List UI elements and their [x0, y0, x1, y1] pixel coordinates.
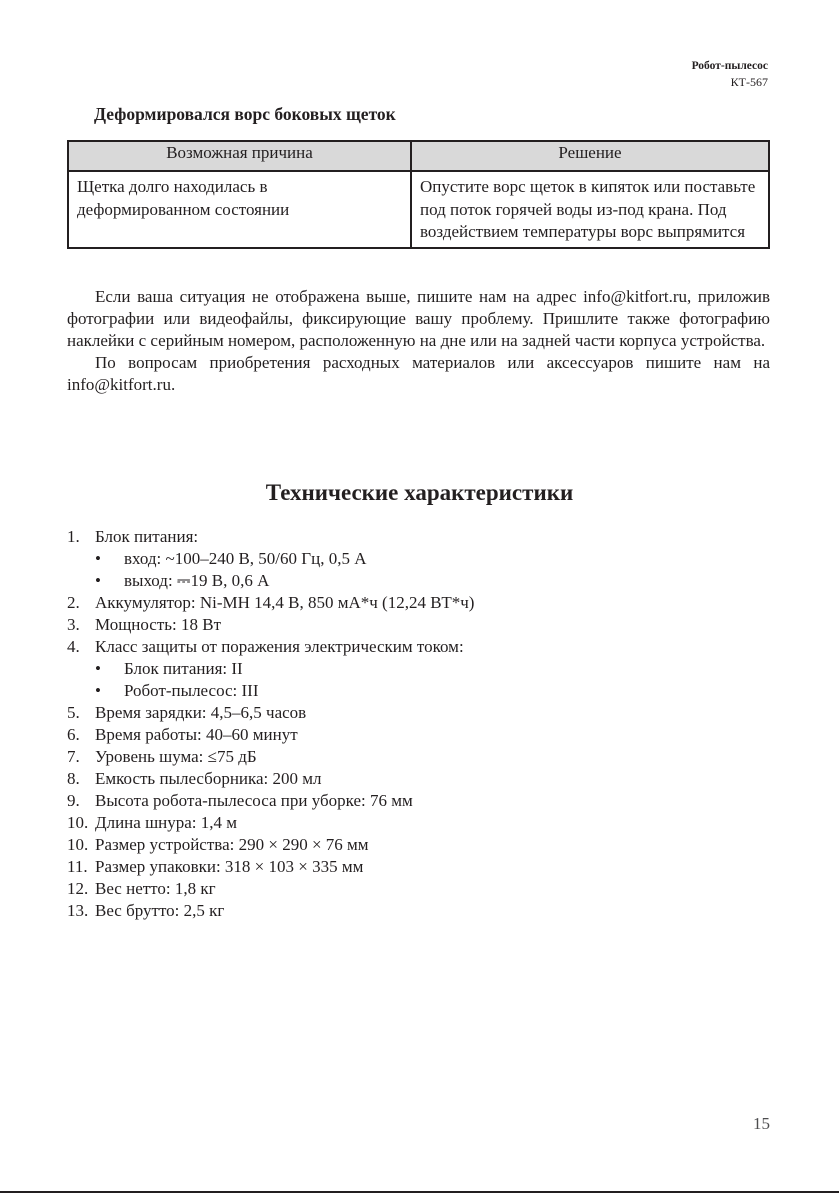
spec-text: Длина шнура: 1,4 м [95, 813, 238, 832]
spec-text: выход: ⎓19 В, 0,6 А [124, 571, 270, 590]
spec-text: Вес брутто: 2,5 кг [95, 901, 225, 920]
header-model-number: КТ-567 [730, 75, 768, 89]
spec-number: 10. [67, 835, 89, 854]
trouble-heading: Деформировался ворс боковых щеток [94, 104, 396, 124]
troubleshooting-table [67, 140, 770, 249]
spec-number: 4. [67, 637, 80, 656]
spec-item [67, 746, 474, 768]
spec-number: 11. [67, 857, 88, 876]
spec-item [67, 790, 474, 812]
spec-text: Время зарядки: 4,5–6,5 часов [95, 703, 307, 722]
spec-number: 6. [67, 725, 80, 744]
spec-text: Время работы: 40–60 минут [95, 725, 298, 744]
bullet-marker: • [95, 549, 101, 568]
spec-text: Блок питания: II [124, 659, 243, 678]
spec-text: Вес нетто: 1,8 кг [95, 879, 216, 898]
spec-number: 12. [67, 879, 89, 898]
spec-subitem [67, 680, 474, 702]
spec-text: Размер упаковки: 318 × 103 × 335 мм [95, 857, 364, 876]
spec-text: Емкость пылесборника: 200 мл [95, 769, 322, 788]
spec-number: 3. [67, 615, 80, 634]
bullet-marker: • [95, 571, 101, 590]
spec-item [67, 526, 474, 548]
specs-list [67, 526, 474, 922]
spec-text: Блок питания: [95, 527, 199, 546]
spec-text: Уровень шума: ≤75 дБ [95, 747, 257, 766]
spec-text: Высота робота-пылесоса при уборке: 76 мм [95, 791, 413, 810]
spec-item [67, 878, 474, 900]
spec-subitem [67, 658, 474, 680]
specs-title: Технические характеристики [265, 480, 574, 505]
table-header-solution: Решение [411, 141, 769, 171]
spec-number: 1. [67, 527, 80, 546]
spec-text: Аккумулятор: Ni-MH 14,4 В, 850 мА*ч (12,24 ВТ*ч) [95, 593, 475, 612]
table-cell-cause: Щетка долго находилась в деформированном состоянии [68, 171, 411, 248]
spec-item [67, 900, 474, 922]
spec-item [67, 834, 474, 856]
spec-number: 10. [67, 813, 89, 832]
spec-text: вход: ~100–240 В, 50/60 Гц, 0,5 А [124, 549, 367, 568]
table-header-row [68, 141, 769, 171]
spec-item [67, 856, 474, 878]
spec-text: Класс защиты от поражения электрическим током: [95, 637, 464, 656]
running-header [692, 59, 768, 90]
spec-item [67, 702, 474, 724]
bullet-marker: • [95, 681, 101, 700]
table-cell-solution: Опустите ворс щеток в кипяток или поставьте под поток горячей воды из-под крана. Под воздействием температуры ворс выпрямится [411, 171, 769, 248]
spec-item [67, 768, 474, 790]
header-product-name: Робот-пылесос [691, 60, 768, 72]
spec-number: 9. [67, 791, 80, 810]
page-number: 15 [753, 1114, 770, 1133]
spec-item [67, 592, 474, 614]
spec-text: Робот-пылесос: III [124, 681, 259, 700]
spec-item [67, 812, 474, 834]
paragraph-accessories: По вопросам приобретения расходных материалов или аксессуаров пишите нам на info@kitfort.ru. [67, 353, 770, 394]
table-row [68, 171, 769, 248]
spec-item [67, 636, 474, 658]
paragraph-contact: Если ваша ситуация не отображена выше, пишите нам на адрес info@kitfort.ru, приложив фотографии или видеофайлы, фиксирующие вашу проблему. Пришлите также фотографию наклейки с серийным номером, расположенную на дне или на задней части корпуса устройства. [67, 287, 770, 350]
spec-text: Размер устройства: 290 × 290 × 76 мм [95, 835, 369, 854]
spec-text: Мощность: 18 Вт [95, 615, 222, 634]
spec-number: 5. [67, 703, 80, 722]
spec-subitem [67, 570, 474, 592]
contact-paragraphs [67, 286, 770, 396]
spec-number: 8. [67, 769, 80, 788]
spec-item [67, 614, 474, 636]
spec-subitem [67, 548, 474, 570]
spec-item [67, 724, 474, 746]
spec-number: 13. [67, 901, 89, 920]
table-header-cause: Возможная причина [68, 141, 411, 171]
spec-number: 7. [67, 747, 80, 766]
bullet-marker: • [95, 659, 101, 678]
spec-number: 2. [67, 593, 80, 612]
